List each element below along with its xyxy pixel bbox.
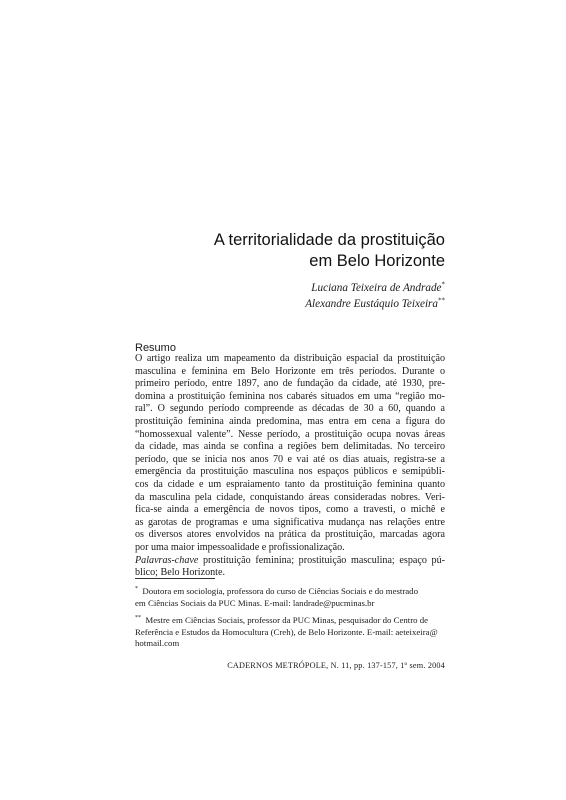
footnote-2 — [135, 615, 445, 650]
abstract-line: primeiro período, entre 1897, ano de fundação da cidade, até 1930, pre- — [135, 378, 445, 390]
abstract-line: emergência da prostituição masculina nos espaços públicos e semipúbli- — [135, 466, 445, 478]
author-2-mark: ** — [438, 296, 445, 305]
abstract-line: fica-se ainda a emergência de novos tipos, como a travesti, o michê e — [135, 504, 445, 516]
abstract-line: “homossexual valente”. Nesse período, a prostituição ocupa novas áreas — [135, 428, 445, 440]
abstract-line: domina a prostituição feminina nos cabarés situados em uma “região mo- — [135, 390, 445, 402]
author-1 — [305, 280, 445, 296]
footnotes — [135, 586, 445, 656]
footnote-divider — [135, 578, 215, 579]
abstract-line: os diversos atores envolvidos na prática da prostituição, marcadas agora — [135, 529, 445, 541]
abstract-line: por uma maior impessoalidade e profissionalização. — [135, 541, 345, 553]
abstract-body — [135, 353, 445, 580]
author-block — [305, 280, 445, 312]
journal-footer: CADERNOS METRÓPOLE, N. 11, pp. 137-157, 1º sem. 2004 — [227, 661, 445, 670]
abstract-line: ral”. O segundo período compreende as décadas de 30 a 60, quando a — [135, 403, 445, 415]
footnote-1-mark: * — [135, 586, 138, 593]
author-2 — [305, 296, 445, 312]
abstract-heading: Resumo — [135, 342, 176, 354]
author-2-name: Alexandre Eustáquio Teixeira — [305, 298, 438, 310]
footnote-2-line-2: Referência e Estudos da Homocultura (Creh), de Belo Horizonte. E-mail: aeteixeira@ — [135, 626, 438, 637]
abstract-line: masculina e feminina em Belo Horizonte em três períodos. Durante o — [135, 365, 445, 377]
footnote-2-mark: ** — [135, 615, 141, 622]
author-1-name: Luciana Teixeira de Andrade — [311, 282, 442, 294]
abstract-line: cos da cidade e um espraiamento tanto da prostituição feminina quanto — [135, 478, 445, 490]
abstract-line: da cidade, mas ainda se confina a regiões bem delimitadas. No terceiro — [135, 441, 445, 453]
abstract-line: prostituição feminina ainda predomina, mas entra em cena a figura do — [135, 415, 445, 427]
article-title — [214, 230, 445, 272]
abstract-line: da masculina pela cidade, conquistando áreas consideradas nobres. Veri- — [135, 491, 445, 503]
keywords-label: Palavras-chave — [135, 554, 199, 566]
abstract-line: as garotas de programas e uma significativa mudança nas relações entre — [135, 516, 445, 528]
keywords-line-1 — [135, 555, 445, 568]
author-1-mark: * — [441, 280, 445, 289]
keywords-line-2: blico; Belo Horizonte. — [135, 567, 225, 579]
title-line-2: em Belo Horizonte — [309, 252, 445, 270]
footnote-1-line-2: em Ciências Sociais da PUC Minas. E-mail: landrade@pucminas.br — [135, 597, 375, 608]
keywords-text-1: prostituição feminina; prostituição masculina; espaço pú- — [198, 554, 445, 566]
footnote-2-line-1: Mestre em Ciências Sociais, professor da PUC Minas, pesquisador do Centro de — [145, 615, 429, 626]
abstract-line: período, que se inicia nos anos 70 e vai até os dias atuais, registra-se a — [135, 453, 445, 465]
abstract-line: O artigo realiza um mapeamento da distribuição espacial da prostituição — [135, 353, 445, 364]
footnote-1 — [135, 586, 445, 609]
footnote-1-line-1: Doutora em sociologia, professora do curso de Ciências Sociais e do mestrado — [142, 586, 418, 596]
title-line-1: A territorialidade da prostituição — [213, 231, 445, 249]
footnote-2-line-3: hotmail.com — [135, 638, 180, 649]
